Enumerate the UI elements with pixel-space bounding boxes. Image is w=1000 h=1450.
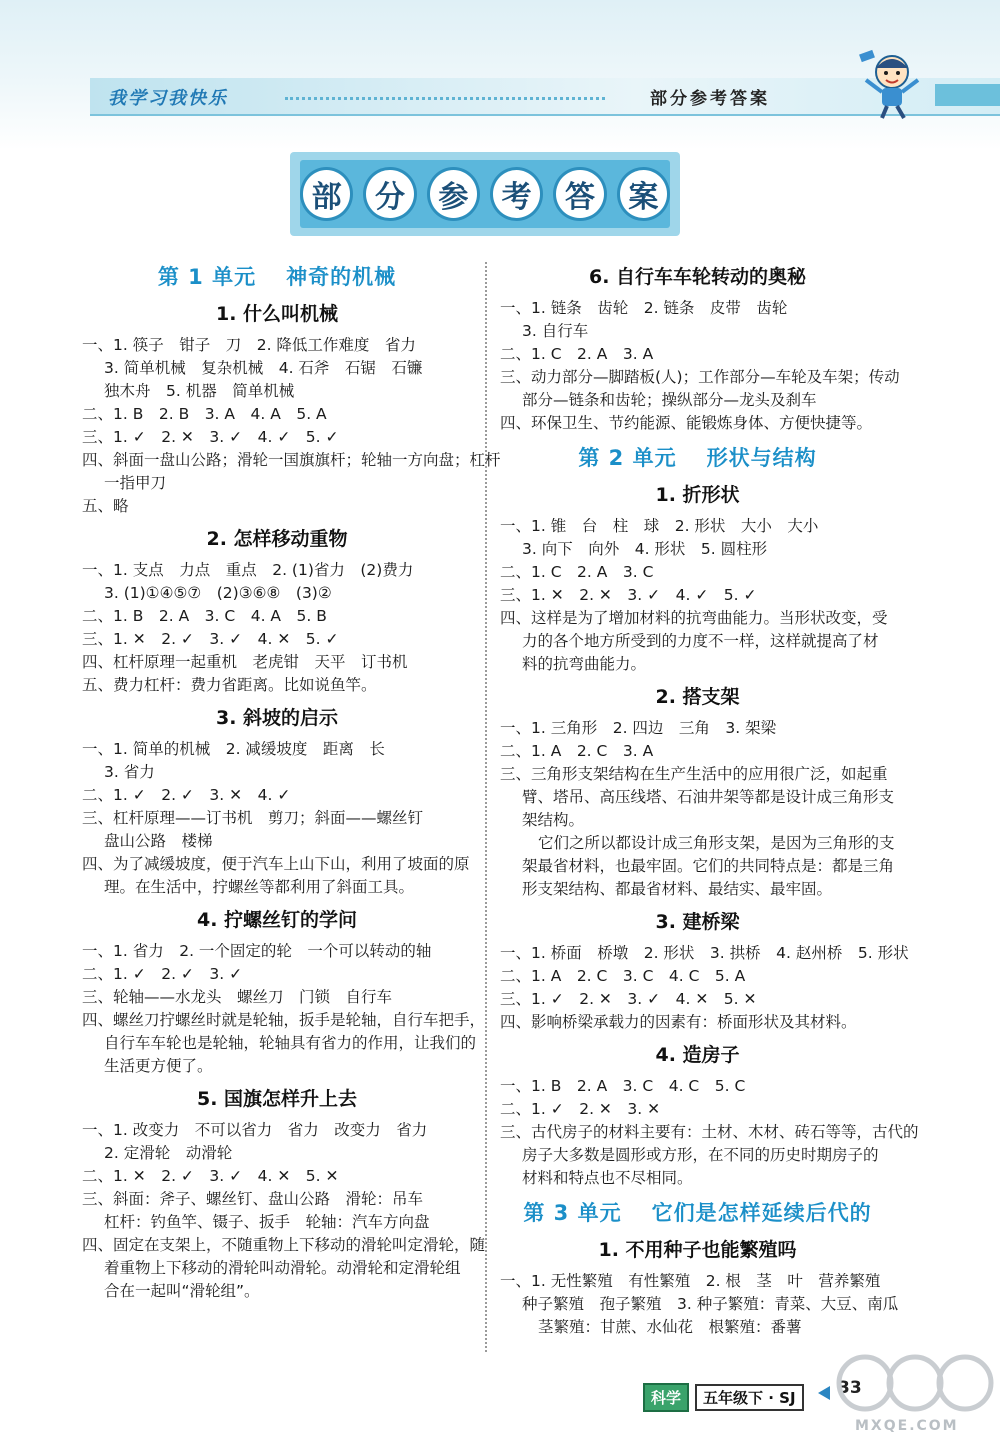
answer-line: 3. 省力 <box>104 763 155 781</box>
top-background-band <box>0 0 1000 150</box>
lesson-title: 1. 不用种子也能繁殖吗 <box>598 1239 797 1261</box>
answer-line: 种子繁殖 孢子繁殖 3. 种子繁殖：青菜、大豆、南瓜 <box>522 1295 899 1313</box>
answer-line: 四、螺丝刀拧螺丝时就是轮轴，扳手是轮轴，自行车把手， <box>82 1011 486 1029</box>
page-number: 33 <box>838 1378 862 1398</box>
lesson-title: 2. 搭支架 <box>655 686 740 708</box>
answer-line: 一、1. 无性繁殖 有性繁殖 2. 根 茎 叶 营养繁殖 <box>500 1272 881 1290</box>
lesson-title: 3. 斜坡的启示 <box>215 707 339 729</box>
answer-line: 3. (1)①④⑤⑦ (2)③⑥⑧ (3)② <box>104 584 332 602</box>
answer-line: 三、1. ✓ 2. ✕ 3. ✓ 4. ✓ 5. ✓ <box>82 428 339 446</box>
column-divider <box>485 262 487 1352</box>
answer-line: 3. 向下 向外 4. 形状 5. 圆柱形 <box>522 540 768 558</box>
answer-line: 四、为了减缓坡度，便于汽车上山下山，利用了坡面的原 <box>82 855 470 873</box>
answer-line: 四、环保卫生、节约能源、能锻炼身体、方便快捷等。 <box>500 414 873 432</box>
answer-line: 形支架结构、都最省材料、最结实、最牢固。 <box>522 880 833 898</box>
answer-line: 一指甲刀 <box>104 474 167 492</box>
answer-line: 二、1. ✓ 2. ✓ 3. ✕ 4. ✓ <box>82 786 291 804</box>
answer-line: 三、斜面：斧子、螺丝钉、盘山公路 滑轮：吊车 <box>82 1190 424 1208</box>
answer-line: 杠杆：钓鱼竿、镊子、扳手 轮轴：汽车方向盘 <box>104 1213 430 1231</box>
banner-char: 分 <box>363 167 416 221</box>
answer-line: 茎繁殖：甘蔗、水仙花 根繁殖：番薯 <box>538 1318 802 1336</box>
answer-line: 三、轮轴——水龙头 螺丝刀 门锁 自行车 <box>82 988 393 1006</box>
answer-line: 二、1. C 2. A 3. C <box>500 563 654 581</box>
answer-line: 独木舟 5. 机器 简单机械 <box>104 382 295 400</box>
answer-line: 一、1. B 2. A 3. C 4. C 5. C <box>500 1077 746 1095</box>
answer-line: 料的抗弯曲能力。 <box>522 655 647 673</box>
unit-title: 形状与结构 <box>706 446 817 470</box>
answer-line: 三、杠杆原理——订书机 剪刀；斜面——螺丝钉 <box>82 809 424 827</box>
answer-line: 一、1. 链条 齿轮 2. 链条 皮带 齿轮 <box>500 299 788 317</box>
grade-badge: 五年级下 · SJ <box>695 1384 804 1411</box>
lesson-title: 6. 自行车车轮转动的奥秘 <box>588 266 807 288</box>
answer-line: 自行车车轮也是轮轴，轮轴具有省力的作用，让我们的 <box>104 1034 477 1052</box>
answer-line: 二、1. ✓ 2. ✕ 3. ✕ <box>500 1100 661 1118</box>
answer-line: 3. 简单机械 复杂机械 4. 石斧 石锯 石镰 <box>104 359 423 377</box>
answer-line: 一、1. 筷子 钳子 刀 2. 降低工作难度 省力 <box>82 336 416 354</box>
answer-line: 它们之所以都设计成三角形支架，是因为三角形的支 <box>538 834 895 852</box>
answer-line: 一、1. 省力 2. 一个固定的轮 一个可以转动的轴 <box>82 942 432 960</box>
unit-title: 它们是怎样延续后代的 <box>651 1201 872 1225</box>
answer-line: 房子大多数是圆形或方形，在不同的历史时期房子的 <box>522 1146 879 1164</box>
answer-line: 一、1. 支点 力点 重点 2. (1)省力 (2)费力 <box>82 561 414 579</box>
lesson-title: 5. 国旗怎样升上去 <box>196 1088 358 1110</box>
header-left-title: 我学习我快乐 <box>108 88 228 109</box>
banner-char: 答 <box>553 167 606 221</box>
answer-line: 五、略 <box>82 497 129 515</box>
lesson-title: 1. 折形状 <box>655 484 740 506</box>
banner-char: 案 <box>617 167 670 221</box>
answer-line: 一、1. 三角形 2. 四边 三角 3. 架梁 <box>500 719 777 737</box>
answer-line: 力的各个地方所受到的力度不一样，这样就提高了材 <box>522 632 879 650</box>
answer-line: 2. 定滑轮 动滑轮 <box>104 1144 233 1162</box>
answer-line: 四、固定在支架上，不随重物上下移动的滑轮叫定滑轮，随 <box>82 1236 486 1254</box>
answer-line: 一、1. 改变力 不可以省力 省力 改变力 省力 <box>82 1121 428 1139</box>
unit-heading <box>82 266 472 289</box>
unit-heading <box>500 447 895 470</box>
answer-line: 架最省材料，也最牢固。它们的共同特点是：都是三角 <box>522 857 895 875</box>
lesson-title: 4. 造房子 <box>655 1044 740 1066</box>
banner-char: 考 <box>490 167 543 221</box>
left-column <box>82 262 501 1303</box>
answer-line: 二、1. C 2. A 3. A <box>500 345 654 363</box>
header-dotted-rule <box>285 97 605 100</box>
title-banner <box>300 160 670 228</box>
answer-line: 三、1. ✕ 2. ✓ 3. ✓ 4. ✕ 5. ✓ <box>82 630 339 648</box>
banner-char: 参 <box>427 167 480 221</box>
answer-line: 3. 自行车 <box>522 322 589 340</box>
answer-line: 一、1. 桥面 桥墩 2. 形状 3. 拱桥 4. 赵州桥 5. 形状 <box>500 944 909 962</box>
answer-line: 合在一起叫“滑轮组”。 <box>104 1282 260 1300</box>
answer-line: 一、1. 锥 台 柱 球 2. 形状 大小 大小 <box>500 517 819 535</box>
unit-number: 第 2 单元 <box>578 446 677 470</box>
mascot-icon <box>852 40 932 120</box>
unit-number: 第 3 单元 <box>523 1201 622 1225</box>
answer-line: 三、动力部分—脚踏板(人)；工作部分—车轮及车架；传动 <box>500 368 900 386</box>
answer-line: 理。在生活中，拧螺丝等都利用了斜面工具。 <box>104 878 415 896</box>
answer-line: 二、1. ✓ 2. ✓ 3. ✓ <box>82 965 243 983</box>
unit-number: 第 1 单元 <box>157 265 257 289</box>
header-tab-decoration <box>935 84 1000 106</box>
answer-line: 四、影响桥梁承载力的因素有：桥面形状及其材料。 <box>500 1013 857 1031</box>
answer-line: 盘山公路 楼梯 <box>104 832 213 850</box>
answer-line: 三、古代房子的材料主要有：土材、木材、砖石等等，古代的 <box>500 1123 919 1141</box>
answer-line: 着重物上下移动的滑轮叫动滑轮。动滑轮和定滑轮组 <box>104 1259 461 1277</box>
answer-line: 三、三角形支架结构在生产生活中的应用很广泛，如起重 <box>500 765 888 783</box>
answer-line: 臂、塔吊、高压线塔、石油井架等都是设计成三角形支 <box>522 788 895 806</box>
answer-line: 架结构。 <box>522 811 585 829</box>
answer-line: 二、1. ✕ 2. ✓ 3. ✓ 4. ✕ 5. ✕ <box>82 1167 339 1185</box>
answer-line: 二、1. A 2. C 3. C 4. C 5. A <box>500 967 746 985</box>
answer-line: 二、1. B 2. B 3. A 4. A 5. A <box>82 405 327 423</box>
lesson-title: 1. 什么叫机械 <box>215 303 339 325</box>
unit-title: 神奇的机械 <box>286 265 397 289</box>
answer-line: 二、1. B 2. A 3. C 4. A 5. B <box>82 607 327 625</box>
answer-line: 材料和特点也不尽相同。 <box>522 1169 693 1187</box>
answer-line: 三、1. ✓ 2. ✕ 3. ✓ 4. ✕ 5. ✕ <box>500 990 757 1008</box>
unit-heading <box>500 1202 895 1225</box>
answer-line: 四、斜面一盘山公路；滑轮一国旗旗杆；轮轴一方向盘；杠杆 <box>82 451 501 469</box>
header-right-title: 部分参考答案 <box>650 89 770 109</box>
answer-line: 五、费力杠杆：费力省距离。比如说鱼竿。 <box>82 676 377 694</box>
banner-char: 部 <box>300 167 353 221</box>
right-column <box>500 262 919 1339</box>
answer-line: 一、1. 简单的机械 2. 减缓坡度 距离 长 <box>82 740 385 758</box>
footer-label <box>643 1384 804 1410</box>
lesson-title: 3. 建桥梁 <box>655 911 740 933</box>
lesson-title: 4. 拧螺丝钉的学问 <box>196 909 358 931</box>
answer-line: 四、这样是为了增加材料的抗弯曲能力。当形状改变，受 <box>500 609 888 627</box>
watermark-text: MXQE.COM <box>855 1418 959 1434</box>
answer-line: 部分—链条和齿轮；操纵部分—龙头及刹车 <box>522 391 817 409</box>
subject-badge: 科学 <box>643 1383 689 1412</box>
answer-line: 生活更方便了。 <box>104 1057 213 1075</box>
answer-line: 三、1. ✕ 2. ✕ 3. ✓ 4. ✓ 5. ✓ <box>500 586 757 604</box>
answer-line: 四、杠杆原理一起重机 老虎钳 天平 订书机 <box>82 653 408 671</box>
answer-line: 二、1. A 2. C 3. A <box>500 742 654 760</box>
lesson-title: 2. 怎样移动重物 <box>206 528 348 550</box>
